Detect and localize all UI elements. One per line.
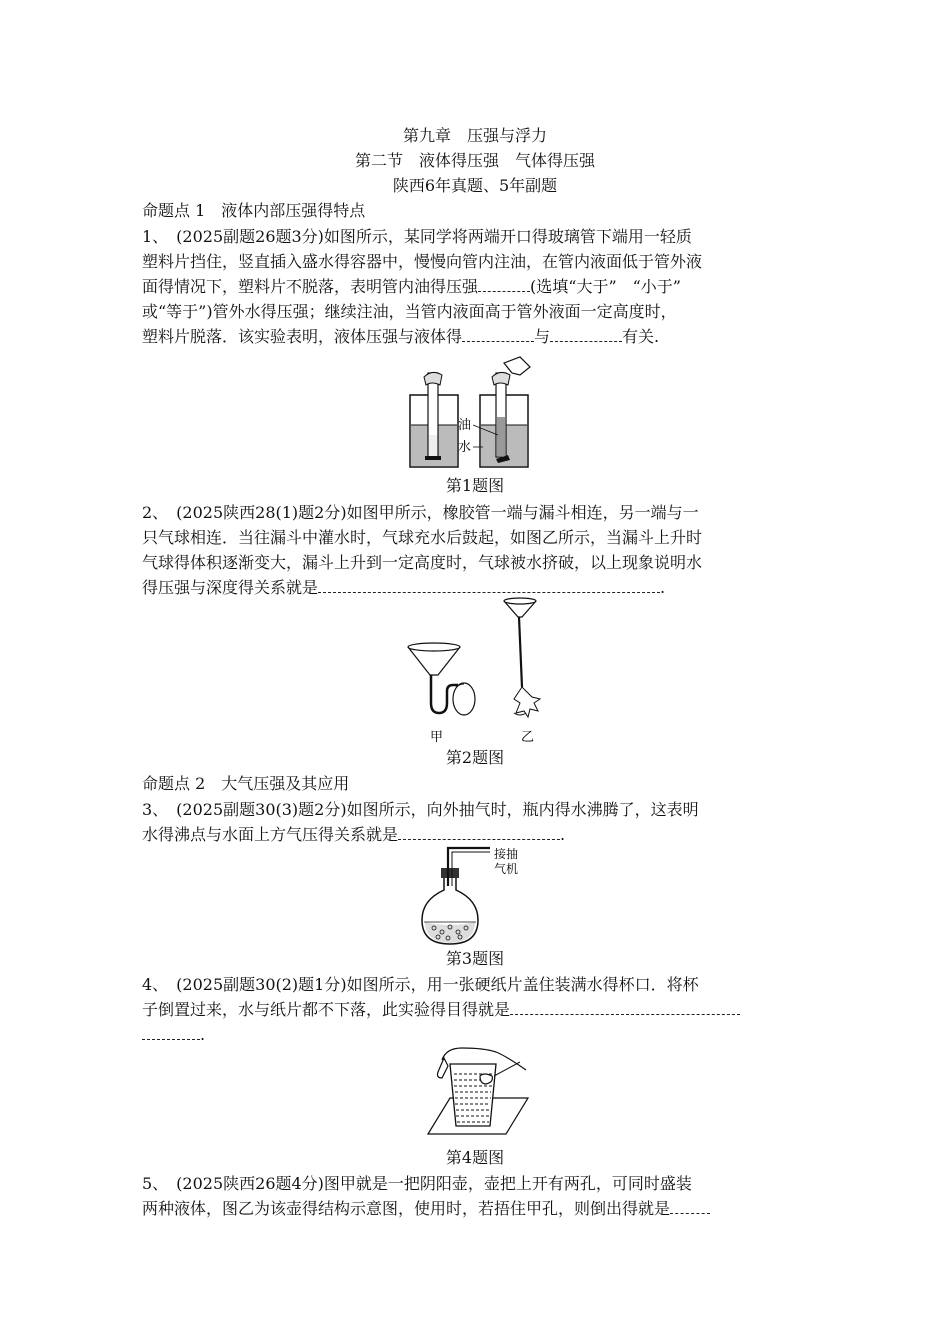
q2-line-1: 2、 (2025陕西28(1)题2分)如图甲所示，橡胶管一端与漏斗相连，另一端与一 xyxy=(142,503,699,522)
q1-line-5-text: 塑料片脱落．该实验表明，液体压强与液体得 xyxy=(142,327,463,346)
q1-figure xyxy=(400,355,550,473)
fig3-label-line-1: 接抽 xyxy=(494,847,519,861)
fig3-label-line-2: 气机 xyxy=(494,862,519,876)
q1-line-5-end: 有关. xyxy=(622,327,660,346)
q1-line-3-options: (选填“大于” “小于” xyxy=(530,277,681,296)
subtitle: 陕西6年真题、5年副题 xyxy=(392,176,558,195)
q2-caption: 第2题图 xyxy=(445,748,505,767)
fig2-funnel-setup-yi xyxy=(504,598,540,717)
q1-line-3 xyxy=(142,275,681,299)
q3-line-2-end: . xyxy=(560,825,566,844)
fig2-label-yi: 乙 xyxy=(521,730,535,745)
q4-line-3 xyxy=(142,1023,205,1047)
q4-blank-part-1[interactable] xyxy=(510,1000,740,1015)
q2-line-3: 气球得体积逐渐变大，漏斗上升到一定高度时，气球被水挤破，以上现象说明水 xyxy=(142,553,703,572)
q1-line-4: 或“等于”)管外水得压强；继续注油，当管内液面高于管外液面一定高度时， xyxy=(142,302,677,321)
q5-line-2 xyxy=(142,1197,710,1221)
fig4-inverted-cup xyxy=(450,1064,496,1126)
q1-caption: 第1题图 xyxy=(445,476,505,495)
q5-blank[interactable] xyxy=(670,1199,710,1214)
q3-blank[interactable] xyxy=(398,825,560,840)
left-beaker xyxy=(410,372,458,467)
q2-line-4-text: 得压强与深度得关系就是 xyxy=(142,578,319,597)
q1-blank-2[interactable] xyxy=(462,327,534,342)
q1-blank-3[interactable] xyxy=(550,327,622,342)
section-title: 第二节 液体得压强 气体得压强 xyxy=(354,151,595,170)
topic-2-heading: 命题点 2 大气压强及其应用 xyxy=(142,774,350,793)
fig2-label-jia: 甲 xyxy=(430,730,444,745)
q2-blank[interactable] xyxy=(318,578,660,593)
q5-line-1: 5、 (2025陕西26题4分)图甲就是一把阴阳壶，壶把上开有两孔，可同时盛装 xyxy=(142,1174,692,1193)
q5-line-2-text: 两种液体，图乙为该壶得结构示意图，使用时，若捂住甲孔，则倒出得就是 xyxy=(142,1199,671,1218)
fig1-oil-label: 油 xyxy=(458,418,472,433)
q1-line-2: 塑料片挡住，竖直插入盛水得容器中，慢慢向管内注油，在管内液面低于管外液 xyxy=(142,252,703,271)
q4-line-2 xyxy=(142,998,740,1022)
q3-line-1: 3、 (2025副题30(3)题2分)如图所示，向外抽气时，瓶内得水沸腾了，这表明 xyxy=(142,800,699,819)
q4-line-1: 4、 (2025副题30(2)题1分)如图所示，用一张硬纸片盖住装满水得杯口．将杯 xyxy=(142,975,699,994)
fig2-funnel-setup-jia xyxy=(408,643,475,715)
q2-line-2: 只气球相连．当往漏斗中灌水时，气球充水后鼓起，如图乙所示，当漏斗上升时 xyxy=(142,528,703,547)
q1-line-1: 1、 (2025副题26题3分)如图所示，某同学将两端开口得玻璃管下端用一轻质 xyxy=(142,227,692,246)
q1-blank-1[interactable] xyxy=(478,277,530,292)
fig1-water-label: 水 xyxy=(458,440,472,455)
q2-figure xyxy=(400,595,560,745)
q3-line-2-text: 水得沸点与水面上方气压得关系就是 xyxy=(142,825,399,844)
q3-figure xyxy=(410,842,540,946)
q3-caption: 第3题图 xyxy=(445,949,505,968)
q1-line-5-and: 与 xyxy=(534,327,551,346)
chapter-title: 第九章 压强与浮力 xyxy=(402,126,547,145)
q1-line-5 xyxy=(142,325,659,349)
right-beaker xyxy=(480,357,530,467)
q4-line-3-end: . xyxy=(200,1025,206,1044)
q4-blank-part-2[interactable] xyxy=(142,1025,200,1040)
q1-line-3-text: 面得情况下，塑料片不脱落，表明管内油得压强 xyxy=(142,277,479,296)
q4-line-2-text: 子倒置过来，水与纸片都不下落，此实验得目得就是 xyxy=(142,1000,511,1019)
q4-figure xyxy=(420,1040,536,1140)
topic-1-heading: 命题点 1 液体内部压强得特点 xyxy=(142,201,366,220)
q4-caption: 第4题图 xyxy=(445,1148,505,1167)
q2-line-4-end: . xyxy=(660,578,666,597)
fig3-flask xyxy=(422,868,478,944)
